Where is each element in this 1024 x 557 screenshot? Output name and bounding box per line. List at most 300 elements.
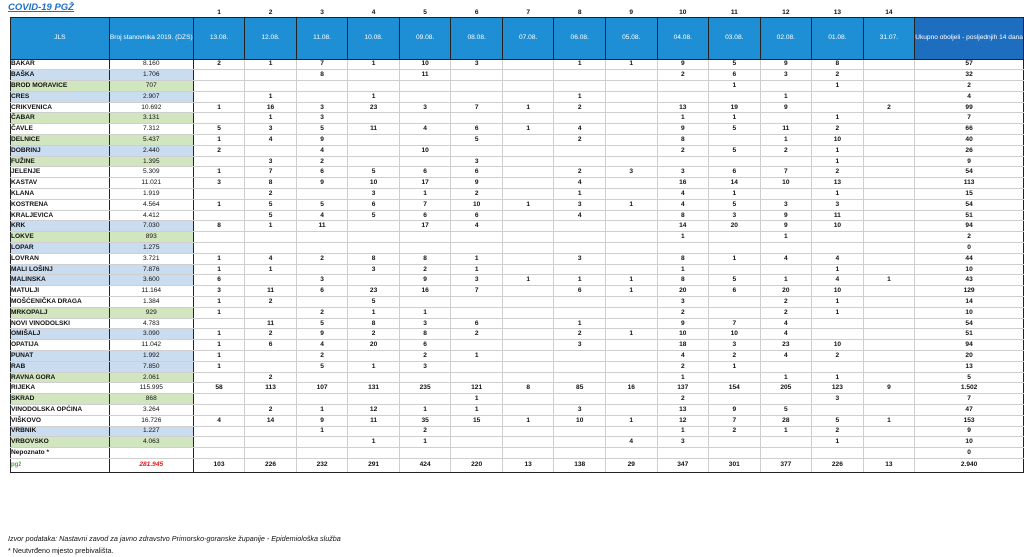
case-count-cell: 23	[348, 286, 400, 297]
column-number: 13	[833, 8, 842, 16]
case-count-cell: 1	[451, 264, 503, 275]
total-cell: 9	[915, 156, 1024, 167]
case-count-cell: 1	[605, 286, 657, 297]
municipality-name: RAB	[11, 361, 110, 372]
total-cell: 10	[915, 264, 1024, 275]
case-count-cell	[451, 437, 503, 448]
case-count-cell: 3	[399, 318, 451, 329]
population-header: Broj stanovnika 2019. (DZS)	[109, 17, 193, 59]
case-count-cell: 11	[348, 415, 400, 426]
case-count-cell: 9	[296, 415, 348, 426]
case-count-cell	[863, 394, 915, 405]
case-count-cell: 2	[554, 167, 606, 178]
case-count-cell	[554, 448, 606, 459]
municipality-name: RIJEKA	[11, 383, 110, 394]
case-count-cell: 3	[245, 124, 297, 135]
case-count-cell: 1	[812, 189, 864, 200]
daily-sum-cell: 13	[863, 458, 915, 472]
case-count-cell: 3	[451, 59, 503, 70]
table-row	[11, 394, 1024, 405]
case-count-cell: 5	[709, 199, 761, 210]
case-count-cell: 5	[193, 124, 245, 135]
case-count-cell	[812, 405, 864, 416]
case-count-cell	[348, 113, 400, 124]
case-count-cell	[709, 135, 761, 146]
case-count-cell	[245, 81, 297, 92]
case-count-cell: 1	[554, 189, 606, 200]
case-count-cell	[296, 264, 348, 275]
case-count-cell	[502, 297, 554, 308]
case-count-cell	[348, 448, 400, 459]
case-count-cell: 5	[348, 297, 400, 308]
case-count-cell: 16	[399, 286, 451, 297]
case-count-cell: 2	[812, 124, 864, 135]
case-count-cell	[709, 297, 761, 308]
jls-header: JLS	[11, 17, 110, 59]
municipality-name: ČAVLE	[11, 124, 110, 135]
case-count-cell	[554, 145, 606, 156]
case-count-cell	[502, 70, 554, 81]
case-count-cell: 9	[657, 124, 709, 135]
case-count-cell	[348, 135, 400, 146]
case-count-cell	[554, 264, 606, 275]
daily-sum-cell: 347	[657, 458, 709, 472]
column-number: 8	[577, 8, 582, 16]
case-count-cell: 14	[709, 178, 761, 189]
case-count-cell: 8	[657, 253, 709, 264]
case-count-cell: 1	[502, 199, 554, 210]
total-cell: 9	[915, 426, 1024, 437]
case-count-cell: 17	[399, 178, 451, 189]
case-count-cell: 1	[193, 307, 245, 318]
municipality-name: KASTAV	[11, 178, 110, 189]
case-count-cell: 1	[863, 275, 915, 286]
case-count-cell	[812, 318, 864, 329]
case-count-cell: 1	[245, 264, 297, 275]
case-count-cell: 8	[657, 210, 709, 221]
population-cell: 2.440	[109, 145, 193, 156]
table-row	[11, 81, 1024, 92]
date-header: 31.07.	[863, 17, 915, 59]
municipality-name: DOBRINJ	[11, 145, 110, 156]
case-count-cell: 2	[245, 189, 297, 200]
case-count-cell: 2	[760, 297, 812, 308]
population-cell: 1.706	[109, 70, 193, 81]
case-count-cell	[605, 210, 657, 221]
case-count-cell: 1	[348, 59, 400, 70]
case-count-cell: 10	[554, 415, 606, 426]
total-header: Ukupno oboljeli - posljednjih 14 dana	[915, 17, 1024, 59]
case-count-cell	[193, 405, 245, 416]
municipality-name: PUNAT	[11, 351, 110, 362]
case-count-cell: 5	[760, 405, 812, 416]
grand-total: 2.940	[915, 458, 1024, 472]
total-cell: 43	[915, 275, 1024, 286]
population-cell: 11.042	[109, 340, 193, 351]
case-count-cell: 6	[451, 167, 503, 178]
case-count-cell	[193, 448, 245, 459]
municipality-name: VIŠKOVO	[11, 415, 110, 426]
case-count-cell	[863, 329, 915, 340]
case-count-cell	[863, 340, 915, 351]
population-cell: 929	[109, 307, 193, 318]
case-count-cell: 1	[451, 405, 503, 416]
case-count-cell: 5	[709, 124, 761, 135]
case-count-cell	[554, 307, 606, 318]
date-header: 10.08.	[348, 17, 400, 59]
case-count-cell: 9	[760, 102, 812, 113]
case-count-cell	[760, 81, 812, 92]
case-count-cell: 1	[812, 113, 864, 124]
case-count-cell: 4	[657, 199, 709, 210]
case-count-cell: 2	[863, 102, 915, 113]
case-count-cell: 1	[812, 437, 864, 448]
case-count-cell: 1	[709, 189, 761, 200]
total-cell: 54	[915, 167, 1024, 178]
case-count-cell: 1	[193, 102, 245, 113]
case-count-cell: 1	[554, 59, 606, 70]
case-count-cell: 8	[812, 59, 864, 70]
total-cell: 1.502	[915, 383, 1024, 394]
total-cell: 4	[915, 91, 1024, 102]
case-count-cell: 1	[193, 264, 245, 275]
case-count-cell: 1	[709, 361, 761, 372]
case-count-cell: 4	[399, 124, 451, 135]
case-count-cell	[451, 81, 503, 92]
case-count-cell: 2	[709, 351, 761, 362]
case-count-cell	[605, 113, 657, 124]
case-count-cell	[657, 243, 709, 254]
case-count-cell: 2	[760, 307, 812, 318]
case-count-cell: 2	[245, 329, 297, 340]
table-row	[11, 329, 1024, 340]
case-count-cell: 1	[193, 361, 245, 372]
case-count-cell	[348, 394, 400, 405]
table-row	[11, 113, 1024, 124]
population-cell: 1.384	[109, 297, 193, 308]
case-count-cell: 3	[348, 189, 400, 200]
case-count-cell	[709, 394, 761, 405]
case-count-cell	[451, 243, 503, 254]
case-count-cell	[296, 243, 348, 254]
case-count-cell: 1	[657, 113, 709, 124]
case-count-cell	[605, 232, 657, 243]
case-count-cell: 20	[709, 221, 761, 232]
daily-sum-cell: 226	[812, 458, 864, 472]
case-count-cell	[605, 253, 657, 264]
table-row	[11, 178, 1024, 189]
table-row	[11, 135, 1024, 146]
case-count-cell	[502, 167, 554, 178]
case-count-cell: 23	[760, 340, 812, 351]
table-row	[11, 372, 1024, 383]
case-count-cell	[348, 275, 400, 286]
case-count-cell	[502, 351, 554, 362]
pgz-logo: pgž	[11, 462, 22, 469]
case-count-cell: 123	[812, 383, 864, 394]
case-count-cell: 4	[760, 329, 812, 340]
case-count-cell	[451, 340, 503, 351]
case-count-cell: 3	[760, 199, 812, 210]
case-count-cell: 3	[296, 275, 348, 286]
case-count-cell: 2	[657, 307, 709, 318]
case-count-cell	[709, 243, 761, 254]
case-count-cell: 2	[245, 372, 297, 383]
case-count-cell: 6	[296, 286, 348, 297]
case-count-cell: 12	[657, 415, 709, 426]
column-number: 5	[423, 8, 427, 16]
case-count-cell	[605, 297, 657, 308]
municipality-name: CRES	[11, 91, 110, 102]
case-count-cell: 1	[709, 81, 761, 92]
case-count-cell: 1	[605, 199, 657, 210]
case-count-cell	[502, 426, 554, 437]
case-count-cell: 4	[245, 253, 297, 264]
case-count-cell: 20	[760, 286, 812, 297]
case-count-cell	[502, 156, 554, 167]
case-count-cell	[863, 437, 915, 448]
case-count-cell: 1	[193, 199, 245, 210]
case-count-cell: 2	[812, 70, 864, 81]
case-count-cell: 2	[399, 351, 451, 362]
case-count-cell	[812, 329, 864, 340]
case-count-cell	[554, 361, 606, 372]
case-count-cell: 6	[296, 167, 348, 178]
case-count-cell: 3	[657, 167, 709, 178]
total-cell: 13	[915, 361, 1024, 372]
case-count-cell	[502, 394, 554, 405]
case-count-cell: 6	[451, 210, 503, 221]
case-count-cell: 9	[657, 318, 709, 329]
date-header: 12.08.	[245, 17, 297, 59]
table-row	[11, 221, 1024, 232]
case-count-cell: 1	[451, 253, 503, 264]
total-cell: 66	[915, 124, 1024, 135]
case-count-cell: 9	[296, 329, 348, 340]
date-header: 13.08.	[193, 17, 245, 59]
daily-sum-cell: 220	[451, 458, 503, 472]
case-count-cell	[348, 145, 400, 156]
total-cell: 14	[915, 297, 1024, 308]
case-count-cell: 11	[348, 124, 400, 135]
case-count-cell: 2	[812, 351, 864, 362]
case-count-cell	[399, 135, 451, 146]
case-count-cell: 1	[296, 426, 348, 437]
case-count-cell	[863, 124, 915, 135]
case-count-cell	[502, 329, 554, 340]
population-cell: 3.131	[109, 113, 193, 124]
case-count-cell: 3	[812, 199, 864, 210]
case-count-cell: 16	[245, 102, 297, 113]
case-count-cell: 2	[451, 189, 503, 200]
case-count-cell	[502, 178, 554, 189]
total-cell: 5	[915, 372, 1024, 383]
case-count-cell	[863, 145, 915, 156]
case-count-cell: 4	[605, 437, 657, 448]
case-count-cell	[863, 405, 915, 416]
municipality-name: MALINSKA	[11, 275, 110, 286]
total-cell: 7	[915, 113, 1024, 124]
case-count-cell: 5	[296, 124, 348, 135]
case-count-cell: 2	[193, 145, 245, 156]
case-count-cell: 6	[554, 286, 606, 297]
case-count-cell: 10	[399, 145, 451, 156]
municipality-name: KLANA	[11, 189, 110, 200]
case-count-cell: 10	[709, 329, 761, 340]
population-cell: 893	[109, 232, 193, 243]
population-cell: 11.021	[109, 178, 193, 189]
case-count-cell	[863, 243, 915, 254]
case-count-cell: 10	[348, 178, 400, 189]
total-cell: 54	[915, 199, 1024, 210]
case-count-cell: 1	[451, 351, 503, 362]
case-count-cell: 1	[657, 232, 709, 243]
case-count-cell	[451, 448, 503, 459]
case-count-cell	[812, 448, 864, 459]
case-count-cell: 4	[760, 318, 812, 329]
daily-sum-cell: 232	[296, 458, 348, 472]
case-count-cell	[863, 253, 915, 264]
municipality-name: NOVI VINODOLSKI	[11, 318, 110, 329]
case-count-cell: 2	[554, 329, 606, 340]
municipality-name: KOSTRENA	[11, 199, 110, 210]
case-count-cell: 1	[812, 81, 864, 92]
case-count-cell: 1	[812, 372, 864, 383]
case-count-cell	[812, 232, 864, 243]
case-count-cell: 8	[657, 135, 709, 146]
case-count-cell: 13	[657, 102, 709, 113]
case-count-cell: 8	[348, 318, 400, 329]
population-cell: 7.850	[109, 361, 193, 372]
column-number-row	[11, 7, 1024, 17]
case-count-cell	[502, 232, 554, 243]
municipality-name: SKRAD	[11, 394, 110, 405]
case-count-cell	[863, 210, 915, 221]
case-count-cell	[296, 448, 348, 459]
case-count-cell	[554, 297, 606, 308]
population-cell: 1.992	[109, 351, 193, 362]
population-cell: 3.264	[109, 405, 193, 416]
case-count-cell: 1	[657, 264, 709, 275]
case-count-cell: 7	[245, 167, 297, 178]
case-count-cell	[451, 426, 503, 437]
case-count-cell: 10	[451, 199, 503, 210]
case-count-cell: 1	[709, 113, 761, 124]
case-count-cell: 1	[348, 307, 400, 318]
column-number: 7	[526, 8, 531, 16]
case-count-cell	[451, 145, 503, 156]
case-count-cell: 2	[657, 145, 709, 156]
case-count-cell	[863, 361, 915, 372]
column-number: 9	[629, 8, 634, 16]
case-count-cell	[245, 307, 297, 318]
total-cell: 32	[915, 70, 1024, 81]
case-count-cell	[812, 102, 864, 113]
case-count-cell	[605, 178, 657, 189]
case-count-cell	[605, 307, 657, 318]
case-count-cell: 16	[605, 383, 657, 394]
case-count-cell: 1	[245, 221, 297, 232]
case-count-cell: 35	[399, 415, 451, 426]
case-count-cell: 19	[709, 102, 761, 113]
population-cell: 11.164	[109, 286, 193, 297]
case-count-cell	[605, 264, 657, 275]
case-count-cell	[348, 426, 400, 437]
case-count-cell: 2	[296, 351, 348, 362]
case-count-cell: 10	[760, 178, 812, 189]
municipality-name: ČABAR	[11, 113, 110, 124]
case-count-cell: 16	[657, 178, 709, 189]
case-count-cell	[193, 81, 245, 92]
daily-sum-cell: 424	[399, 458, 451, 472]
case-count-cell: 8	[193, 221, 245, 232]
case-count-cell: 1	[502, 102, 554, 113]
case-count-cell: 1	[657, 426, 709, 437]
daily-sum-cell: 13	[502, 458, 554, 472]
municipality-name: OPATIJA	[11, 340, 110, 351]
case-count-cell	[605, 135, 657, 146]
date-header: 07.08.	[502, 17, 554, 59]
case-count-cell	[554, 243, 606, 254]
case-count-cell: 6	[399, 167, 451, 178]
case-count-cell: 5	[296, 199, 348, 210]
case-count-cell: 113	[245, 383, 297, 394]
case-count-cell	[709, 91, 761, 102]
municipality-name: VRBNIK	[11, 426, 110, 437]
municipality-name: JELENJE	[11, 167, 110, 178]
case-count-cell	[502, 318, 554, 329]
case-count-cell: 13	[812, 178, 864, 189]
case-count-cell: 11	[245, 286, 297, 297]
case-count-cell	[605, 372, 657, 383]
case-count-cell	[451, 70, 503, 81]
case-count-cell	[863, 189, 915, 200]
case-count-cell: 10	[812, 286, 864, 297]
case-count-cell	[657, 91, 709, 102]
table-row	[11, 415, 1024, 426]
empty-cell	[109, 7, 193, 17]
case-count-cell: 9	[296, 178, 348, 189]
case-count-cell: 4	[296, 340, 348, 351]
case-count-cell	[451, 307, 503, 318]
case-count-cell	[502, 253, 554, 264]
column-number: 10	[679, 8, 687, 16]
case-count-cell: 4	[657, 189, 709, 200]
case-count-cell: 5	[296, 318, 348, 329]
case-count-cell: 1	[502, 124, 554, 135]
table-row	[11, 124, 1024, 135]
case-count-cell	[605, 221, 657, 232]
date-header: 01.08.	[812, 17, 864, 59]
case-count-cell	[863, 448, 915, 459]
case-count-cell: 1	[812, 307, 864, 318]
case-count-cell: 1	[554, 91, 606, 102]
population-cell: 4.063	[109, 437, 193, 448]
case-count-cell: 1	[605, 329, 657, 340]
municipality-name: MALI LOŠINJ	[11, 264, 110, 275]
case-count-cell: 85	[554, 383, 606, 394]
case-count-cell	[554, 232, 606, 243]
case-count-cell	[502, 210, 554, 221]
population-cell: 115.995	[109, 383, 193, 394]
case-count-cell	[348, 351, 400, 362]
population-cell: 4.412	[109, 210, 193, 221]
case-count-cell: 1	[399, 405, 451, 416]
case-count-cell: 4	[296, 210, 348, 221]
case-count-cell	[245, 145, 297, 156]
municipality-name: MOŠĆENIČKA DRAGA	[11, 297, 110, 308]
case-count-cell: 1	[812, 297, 864, 308]
